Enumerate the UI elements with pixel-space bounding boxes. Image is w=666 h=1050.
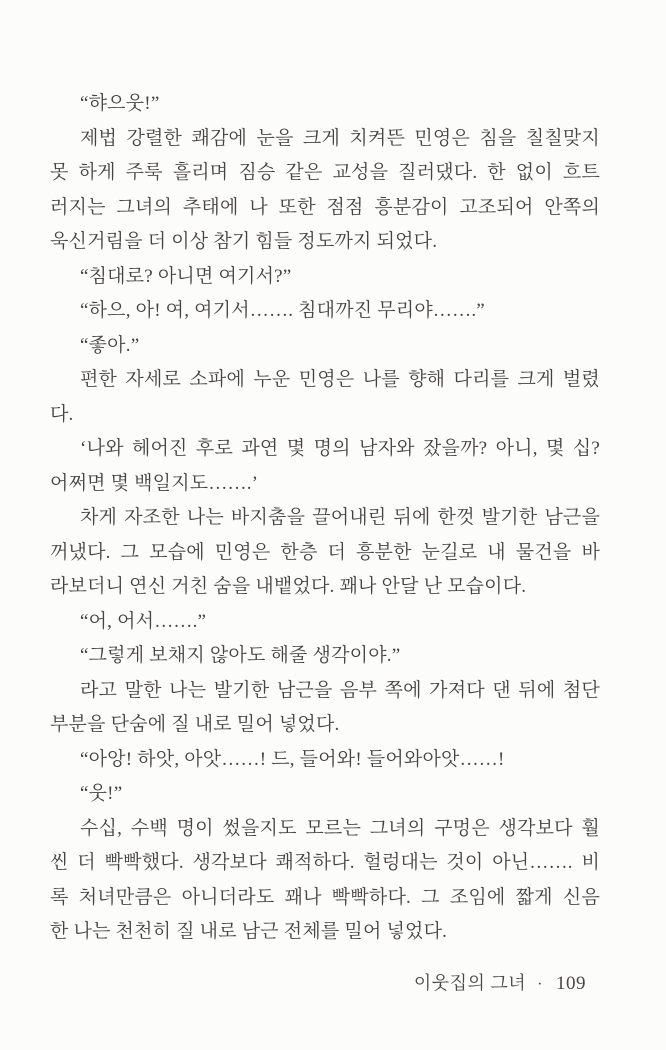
text-line: 차게 자조한 나는 바지춤을 끌어내린 뒤에 한껏 발기한 남근을 [80, 507, 600, 528]
text-line: 편한 자세로 소파에 누운 민영은 나를 향해 다리를 크게 벌렸 [80, 369, 600, 390]
text-line: 라보더니 연신 거친 숨을 내뱉었다. 꽤나 안달 난 모습이다. [50, 576, 527, 597]
body-text [50, 87, 600, 950]
text-line: 다. [50, 403, 74, 425]
page-number: 109 [556, 973, 586, 994]
text-line: 꺼냈다. 그 모습에 민영은 한층 더 흥분한 눈길로 내 물건을 바 [50, 541, 600, 563]
text-line: 씬 더 빡빡했다. 생각보다 쾌적하다. 헐렁대는 것이 아닌……. 비 [50, 852, 600, 873]
text-line: 록 처녀만큼은 아니더라도 꽤나 빡빡하다. 그 조임에 짧게 신음 [50, 886, 600, 908]
text-line: “햐으웃!” [80, 93, 160, 114]
text-line: “좋아.” [80, 334, 140, 356]
text-line: 못 하게 주룩 흘리며 짐승 같은 교성을 질러댔다. 한 없이 흐트 [50, 162, 600, 183]
text-line: “어, 어서…….” [80, 610, 207, 632]
text-line: ‘나와 헤어진 후로 과연 몇 명의 남자와 잤을까? 아니, 몇 십? [80, 438, 600, 459]
footer-separator: · [537, 976, 543, 993]
text-line: “그렇게 보채지 않아도 해줄 생각이야.” [80, 645, 401, 666]
book-title: 이웃집의 그녀 [413, 973, 527, 993]
text-line: 부분을 단숨에 질 내로 밀어 넣었다. [50, 714, 340, 735]
text-line: 수십, 수백 명이 썼을지도 모르는 그녀의 구멍은 생각보다 훨 [80, 817, 600, 839]
text-line: 라고 말한 나는 발기한 남근을 음부 쪽에 가져다 댄 뒤에 첨단 [80, 679, 600, 701]
text-line: 어쩌면 몇 백일지도…….’ [50, 472, 259, 494]
text-line: “하으, 아! 여, 여기서……. 침대까진 무리야…….” [80, 300, 485, 321]
text-line: 러지는 그녀의 추태에 나 또한 점점 흥분감이 고조되어 안쪽의 [50, 196, 600, 218]
text-line: 제법 강렬한 쾌감에 눈을 크게 치켜뜬 민영은 침을 칠칠맞지 [80, 127, 600, 149]
page-footer [0, 971, 586, 997]
text-line: “침대로? 아니면 여기서?” [80, 265, 292, 287]
text-line: 욱신거림을 더 이상 참기 힘들 정도까지 되었다. [50, 231, 438, 252]
text-line: “아앙! 하앗, 아앗……! 드, 들어와! 들어와아앗……! [80, 748, 505, 770]
text-line: 한 나는 천천히 질 내로 남근 전체를 밀어 넣었다. [50, 921, 448, 942]
text-line: “웃!” [80, 783, 123, 804]
